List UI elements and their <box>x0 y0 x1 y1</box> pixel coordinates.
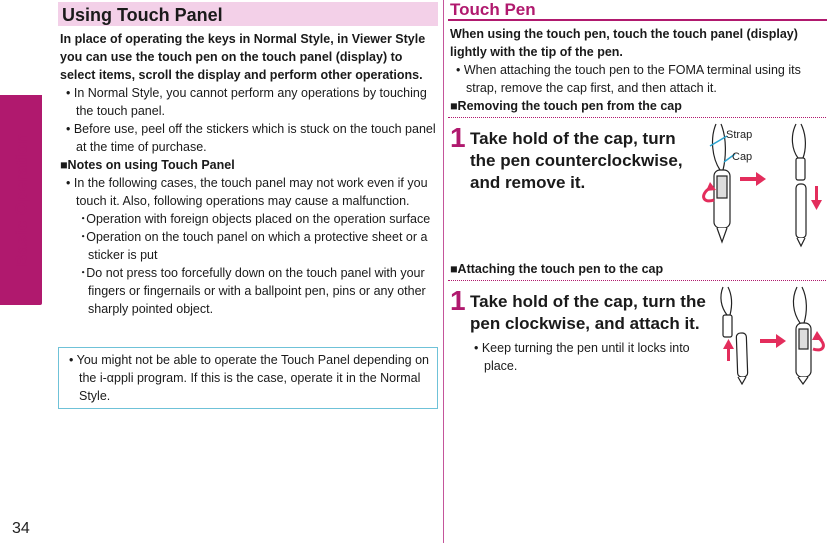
dotted-divider <box>448 280 827 281</box>
notes-heading: ■Notes on using Touch Panel <box>60 158 235 172</box>
touch-pen-intro: When using the touch pen, touch the touch panel (display) lightly with the tip of the pen. <box>450 27 798 59</box>
page-number: 34 <box>12 520 30 537</box>
remove-heading: ■Removing the touch pen from the cap <box>450 99 682 113</box>
down-arrow-icon <box>811 186 822 210</box>
step-number: 1 <box>450 285 466 316</box>
pen-with-cap-icon <box>713 124 730 242</box>
attach-step-text: Take hold of the cap, turn the pen clockwise, and attach it. <box>470 292 706 333</box>
remove-pen-illustration <box>690 118 827 248</box>
column-divider <box>443 0 444 543</box>
left-column <box>58 0 438 403</box>
right-arrow-icon <box>760 334 786 348</box>
bullet-item: • Before use, peel off the stickers which is stuck on the touch panel at the time of purchase. <box>66 122 436 154</box>
notes-bullet: • In the following cases, the touch panel may not work even if you touch it. Also, following operations may cause a malfunction. <box>66 176 428 208</box>
cap-label: Cap <box>732 151 753 163</box>
section-title-touch-pen: Touch Pen <box>448 0 827 21</box>
remove-step-text: Take hold of the cap, turn the pen counterclockwise, and remove it. <box>470 129 683 192</box>
strap-label: Strap <box>726 129 753 141</box>
pen-and-cap-apart-icon <box>721 287 748 384</box>
right-arrow-icon <box>740 172 766 186</box>
notes-sub-item: ･Operation on the touch panel on which a protective sheet or a sticker is put <box>80 230 428 262</box>
note-box <box>58 347 438 409</box>
up-arrow-icon <box>723 339 734 361</box>
bullet-item: • In Normal Style, you cannot perform any operations by touching the touch panel. <box>66 86 427 118</box>
intro-paragraph: In place of operating the keys in Normal Style, in Viewer Style you can use the touch pen on the touch panel (display) to select items, scroll the display and perform other operations. <box>60 32 426 82</box>
pen-assembled-icon <box>793 287 811 384</box>
section-title-touch-panel: Using Touch Panel <box>58 2 438 26</box>
side-tab-label: Basic Operation <box>12 133 31 267</box>
notes-sub-item: ･Do not press too forcefully down on the touch panel with your fingers or fingernails or with a ballpoint pen, pins or any other sharply pointed object. <box>80 266 426 316</box>
pen-separated-icon <box>792 124 806 246</box>
attach-heading: ■Attaching the touch pen to the cap <box>450 262 664 276</box>
touch-pen-bullet: • When attaching the touch pen to the FOMA terminal using its strap, remove the cap first, and then attach it. <box>456 63 801 95</box>
attach-pen-illustration <box>705 285 827 385</box>
step-number: 1 <box>450 122 466 153</box>
attach-step-note: • Keep turning the pen until it locks into place. <box>474 341 690 373</box>
notes-sub-item: ･Operation with foreign objects placed on the operation surface <box>80 212 431 226</box>
note-box-text: • You might not be able to operate the Touch Panel depending on the i-αppli program. If this is the case, operate it in the Normal Style. <box>69 353 429 403</box>
